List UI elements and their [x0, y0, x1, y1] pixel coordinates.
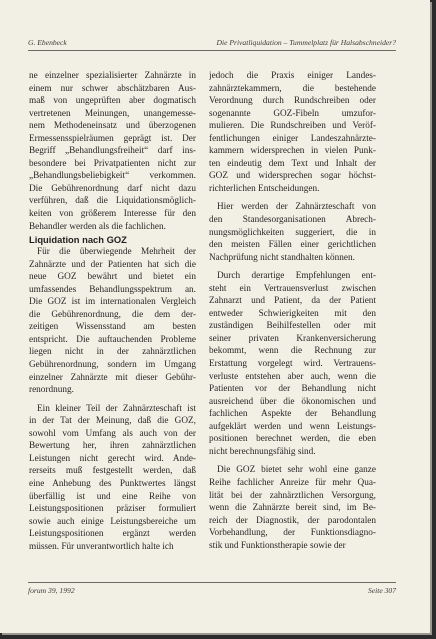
- text-line: ausreichend über die ökonomischen und: [209, 396, 376, 407]
- text-line: Für die überwiegende Mehrheit der: [37, 247, 196, 258]
- text-line: seiner privaten Krankenversicherung: [209, 333, 376, 344]
- text-line: lität bei der zahnärztlichen Versorgung,: [209, 490, 376, 501]
- text-line: „Behandlungsbeliebigkeit“ verkommen.: [29, 171, 196, 182]
- text-line: kammern widersprechen in vielen Punk-: [209, 146, 376, 157]
- text-line: Verordnung durch Rundschreiben oder: [209, 96, 376, 107]
- text-line: rerseits muß festgestellt werden, daß: [29, 466, 196, 477]
- text-line: Ermessensspielräumen geprägt ist. Der: [29, 133, 196, 144]
- text-line: bekommt, wenn die Rechnung zur: [209, 346, 376, 357]
- text-line: den Standesorganisationen Abrech-: [209, 215, 376, 226]
- text-line: Leistungspositionen präziser formuliert: [29, 504, 196, 515]
- text-line: zahnärztekammern, die bestehende: [209, 83, 376, 94]
- text-line: Begriff „Behandlungsfreiheit“ darf ins-: [29, 146, 196, 157]
- text-line: zuständigen Beihilfestellen oder mit: [209, 321, 376, 332]
- left-column: [29, 70, 196, 553]
- text-line: jedoch die Praxis einiger Landes-: [209, 71, 376, 81]
- text-line: sowohl vom Umfang als auch von der: [29, 428, 196, 439]
- text-line: sogenannte GOZ-Fibeln umzufor-: [209, 108, 376, 119]
- text-line: müssen. Für unverantwortlich halte ich: [29, 541, 174, 552]
- text-line: Ein kleiner Teil der Zahnärzteschaft ist: [37, 403, 196, 414]
- text-line: liegen nicht in der zahnärztlichen: [29, 347, 196, 358]
- text-line: zeitigen Wissensstand am besten: [29, 322, 196, 333]
- text-line: entspricht. Die auftauchenden Probleme: [29, 334, 196, 345]
- text-line: Hier werden der Zahnärzteschaft von: [217, 202, 376, 213]
- paragraph: [29, 246, 196, 397]
- footer-journal: forum 39, 1992: [28, 586, 75, 595]
- header-title: Die Privatliquidation – Tummelplatz für Halsabschneider?: [216, 38, 396, 47]
- text-line: ten eindeutig dem Text und Inhalt der: [209, 158, 376, 169]
- text-line: reich der Diagnostik, der parodontalen: [209, 515, 376, 526]
- text-line: Gebührenordnung, sondern im Umgang: [29, 360, 196, 371]
- text-line: Patienten vor der Behandlung nicht: [209, 384, 376, 395]
- text-line: Die Gebührenordnung darf nicht dazu: [29, 183, 196, 194]
- text-line: neue GOZ bewährt und bietet ein: [29, 272, 196, 283]
- text-line: nicht berechnungsfähig sind.: [209, 446, 316, 457]
- text-line: Leistungspositionen ergänzt werden: [29, 529, 196, 540]
- text-line: verluste entstehen aber auch, wenn die: [209, 371, 376, 382]
- text-line: Die GOZ bietet sehr wohl eine ganze: [217, 465, 376, 476]
- text-line: richterlichen Entscheidungen.: [209, 183, 320, 194]
- text-line: Vorbehandlung, der Funktionsdiagno-: [209, 528, 376, 539]
- running-footer: [28, 582, 396, 598]
- paragraph: [209, 70, 376, 195]
- text-line: vertretenen Meinungen, unangemesse-: [29, 108, 196, 119]
- text-line: fachlichen Aspekte der Behandlung: [209, 409, 376, 420]
- text-line: fentlichungen einiger Landeszahnärzte-: [209, 133, 376, 144]
- text-line: in der Tat der Meinung, daß die GOZ,: [29, 416, 196, 427]
- text-line: steht ein Vertrauensverlust zwischen: [209, 283, 376, 294]
- text-line: positionen berechnet werden, die eben: [209, 434, 376, 445]
- right-column: [209, 70, 376, 552]
- text-line: maß von ungeprüften aber dogmatisch: [29, 96, 196, 107]
- text-line: keiten von größerem Interesse für den: [29, 209, 196, 220]
- paragraph: [29, 70, 196, 233]
- text-line: Die GOZ ist im internationalen Vergleich: [29, 297, 196, 308]
- paragraph: [29, 403, 196, 554]
- text-line: umfassendes Behandlungsspektrum an.: [29, 284, 196, 295]
- text-line: Erstattung vorgelegt wird. Vertrauens-: [209, 359, 376, 370]
- text-line: den meisten Fällen einer gerichtlichen: [209, 240, 376, 251]
- text-line: Bewertung her, ihren zahnärztlichen: [29, 441, 196, 452]
- header-author: G. Ebenbeck: [28, 38, 67, 47]
- paragraph: [209, 464, 376, 552]
- text-line: entweder Schwierigkeiten mit den: [209, 308, 376, 319]
- text-line: besondere bei Privatpatienten nicht zur: [29, 158, 196, 169]
- text-line: einzelner Zahnärzte mit dieser Gebühr-: [29, 372, 196, 383]
- text-line: stik und Funktionstherapie sowie der: [209, 540, 346, 551]
- text-line: Zahnarzt und Patient, da der Patient: [209, 296, 376, 307]
- section-heading: Liquidation nach GOZ: [29, 234, 127, 246]
- text-line: sowie auch einige Leistungsbereiche um: [29, 516, 196, 527]
- text-line: eine Anhebung des Punktwertes längst: [29, 478, 196, 489]
- paragraph: [209, 270, 376, 458]
- text-line: Behandler werden als die fachlichen.: [29, 221, 166, 232]
- text-line: die Gebührenordnung, die dem der-: [29, 309, 196, 320]
- text-line: Zahnärzte und der Patienten hat sich die: [29, 259, 196, 270]
- text-line: nungsmöglichkeiten suggeriert, die in: [209, 227, 376, 238]
- paragraph: [209, 201, 376, 264]
- text-line: Durch derartige Empfehlungen ent-: [217, 271, 376, 282]
- text-line: nem Methodeneinsatz und überzogenen: [29, 121, 196, 132]
- footer-page-number: Seite 307: [367, 586, 396, 595]
- text-line: Reihe fachlicher Anreize für mehr Qua-: [209, 477, 376, 488]
- text-line: wenn die Zahnärzte bereit sind, im Be-: [209, 503, 376, 514]
- text-line: einem nur schwer abschätzbaren Aus-: [29, 83, 196, 94]
- text-line: GOZ und widersprechen sogar höchst-: [209, 171, 376, 182]
- running-header: [28, 38, 396, 51]
- text-line: renordnung.: [29, 385, 74, 396]
- text-line: überfällig ist und eine Reihe von: [29, 491, 196, 502]
- text-line: Leistungen nicht gerecht wird. Ande-: [29, 453, 196, 464]
- text-line: verführen, daß die Liquidationsmöglich-: [29, 196, 196, 207]
- text-line: Nachprüfung nicht standhalten können.: [209, 252, 355, 263]
- text-line: aufgeklärt werden und wenn Leistungs-: [209, 421, 376, 432]
- text-line: ne einzelner spezialisierter Zahnärzte in: [29, 71, 196, 81]
- text-line: mulieren. Die Rundschreiben und Veröf-: [209, 121, 376, 132]
